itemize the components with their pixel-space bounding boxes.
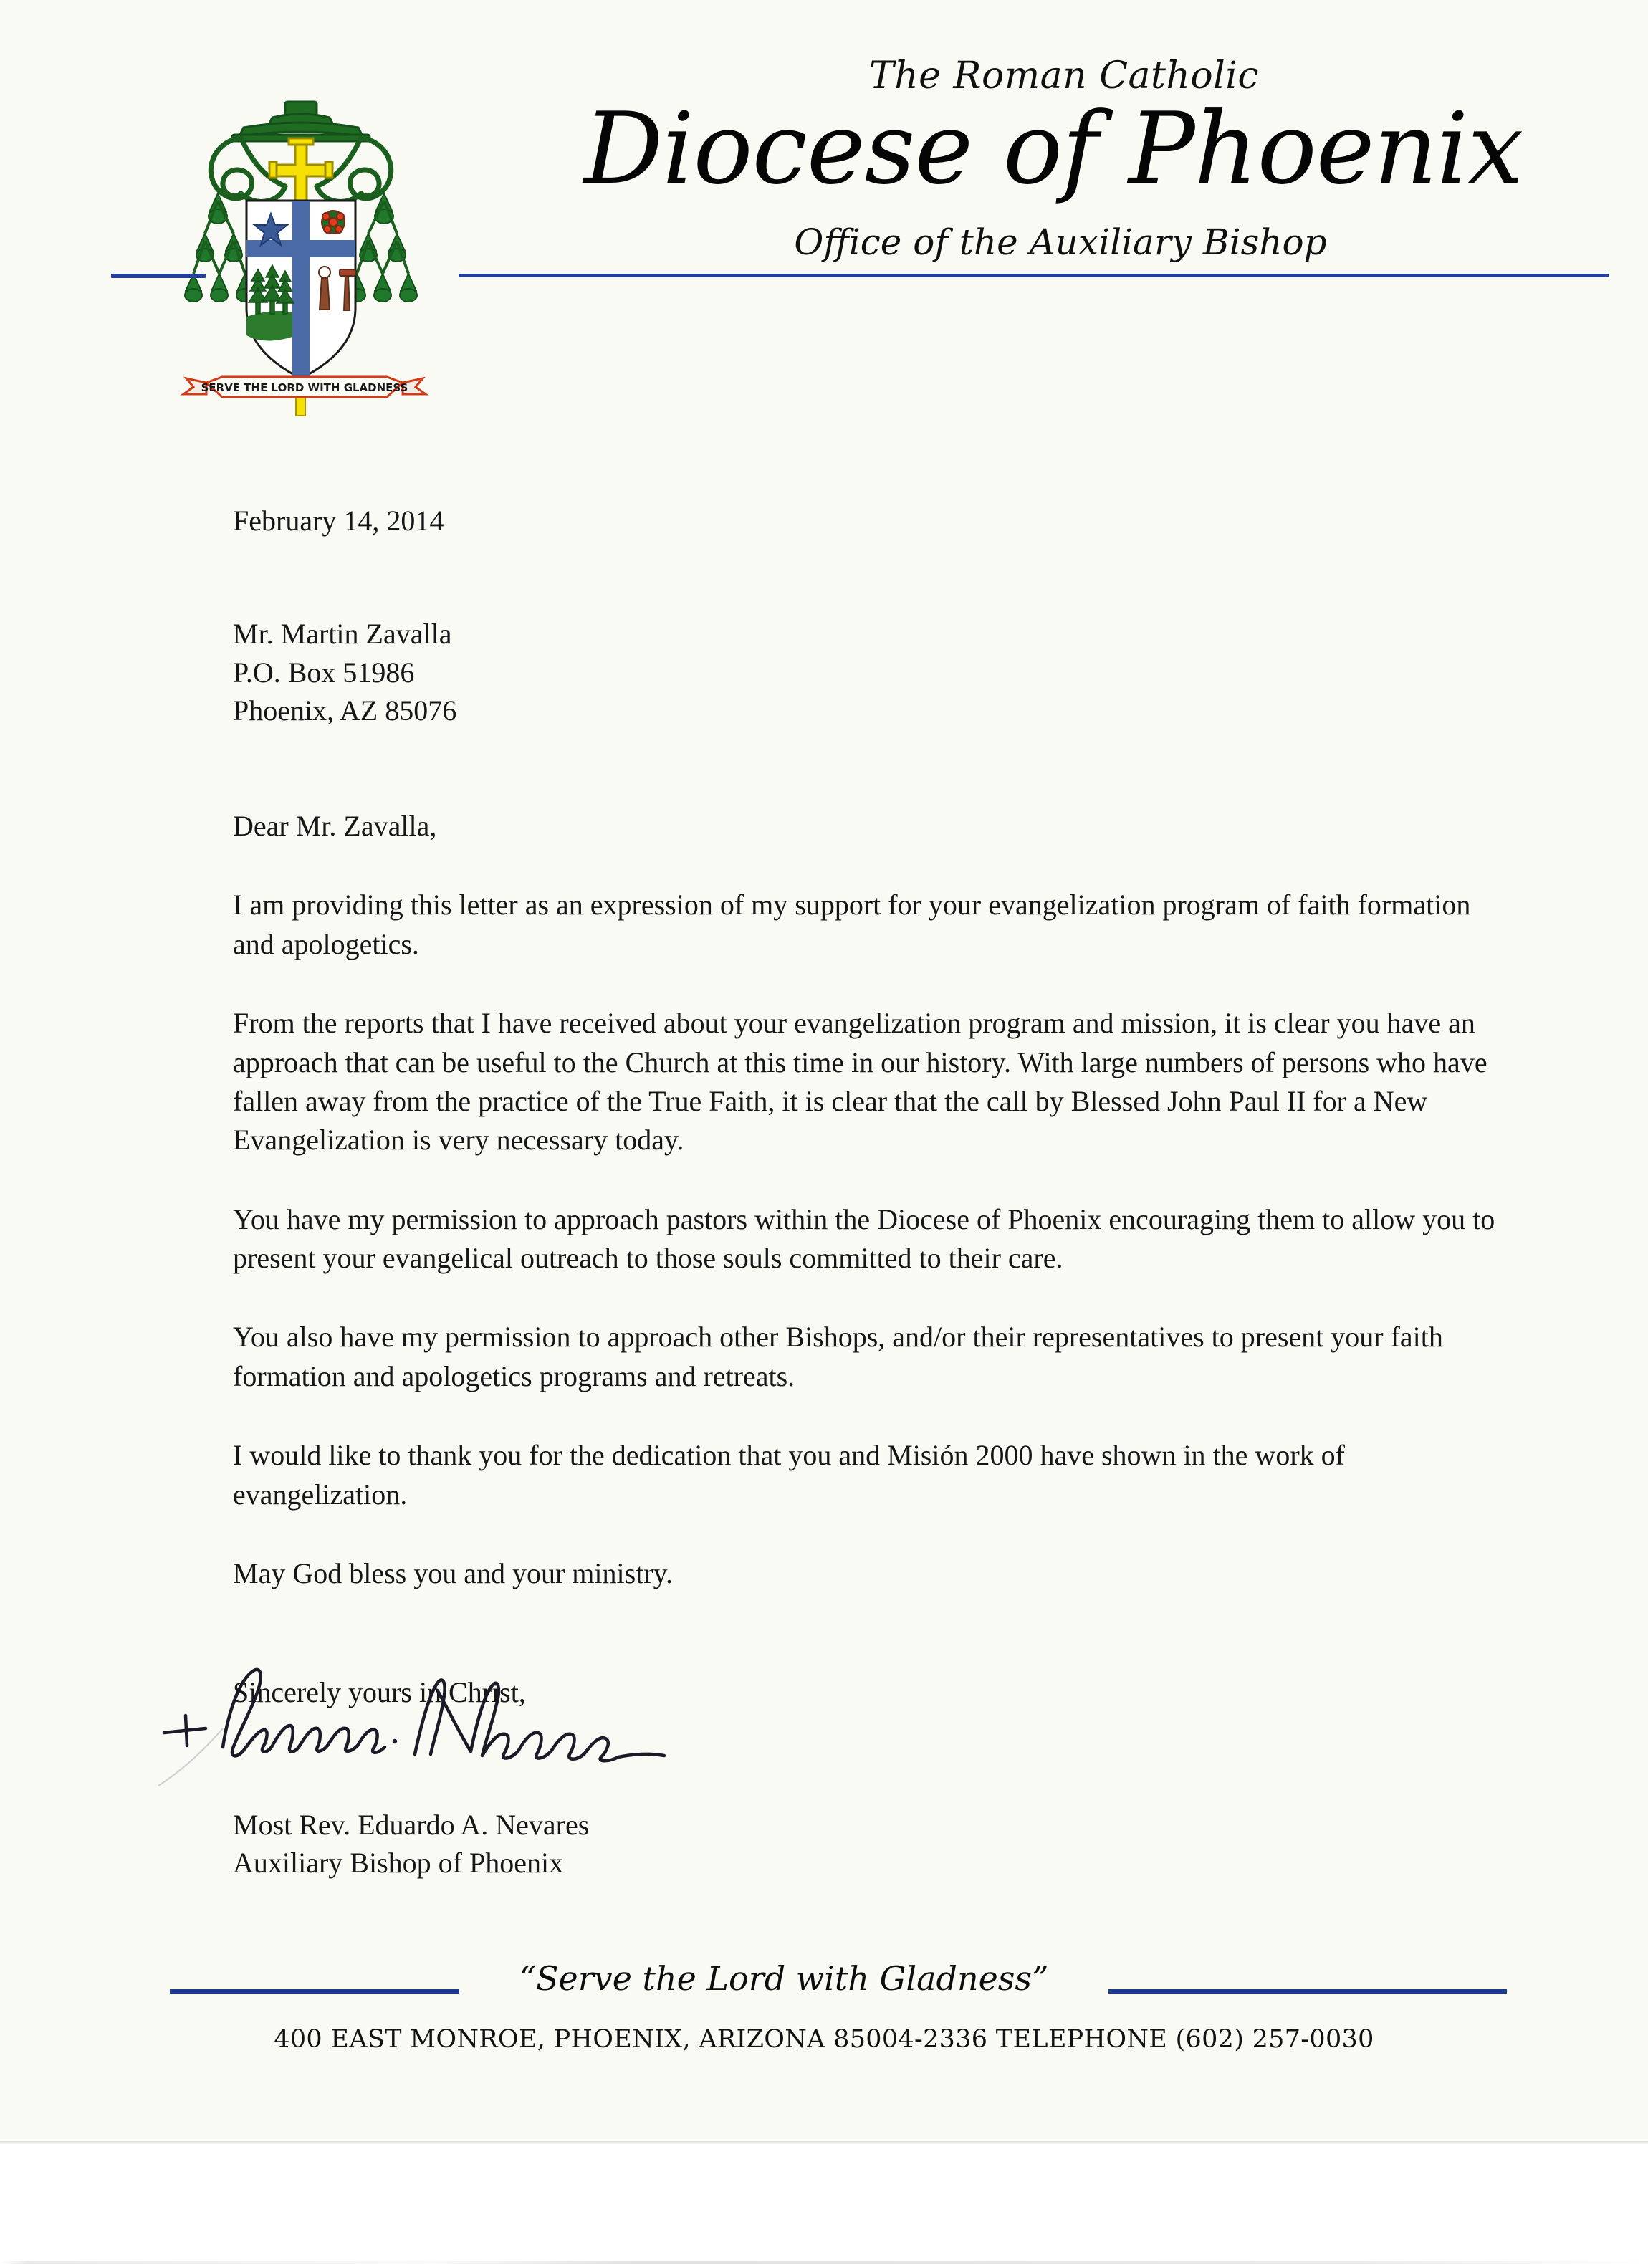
background-area xyxy=(0,2144,1648,2268)
signer-title: Auxiliary Bishop of Phoenix xyxy=(233,1847,564,1880)
signer-name: Most Rev. Eduardo A. Nevares xyxy=(233,1809,590,1841)
letter-salutation: Dear Mr. Zavalla, xyxy=(233,809,437,842)
letter-paragraph: You also have my permission to approach other Bishops, and/or their representatives to present your faith formation and apologetics programs and retreats. xyxy=(233,1321,1443,1392)
signer-block xyxy=(233,1806,589,1882)
letterhead-eyebrow: The Roman Catholic xyxy=(868,54,1260,97)
letter-paragraph: From the reports that I have received about your evangelization program and mission, it is clear you have an approach that can be useful to the Church at this time in our history. With large numbers of persons who have fallen away from the practice of the True Faith, it is clear that the call by Blessed John Paul II for a New Evangelization is very necessary today. xyxy=(233,1007,1487,1157)
footer-motto: “Serve the Lord with Gladness” xyxy=(519,1959,1049,1998)
header-rule-right xyxy=(459,274,1609,277)
letterhead-title: Diocese of Phoenix xyxy=(583,91,1523,206)
recipient-address-block xyxy=(233,615,1500,729)
footer-rule-left xyxy=(170,1989,459,1994)
letter-body xyxy=(233,502,1500,1713)
background-scan-edge xyxy=(0,2261,1648,2264)
letter-closing: Sincerely yours in Christ, xyxy=(233,1676,526,1709)
crest-motto-banner-text: SERVE THE LORD WITH GLADNESS xyxy=(201,381,408,394)
recipient-name: Mr. Martin Zavalla xyxy=(233,618,452,651)
recipient-address-line-2: Phoenix, AZ 85076 xyxy=(233,694,457,727)
letterhead xyxy=(0,0,1648,459)
header-rule-left xyxy=(111,274,206,278)
footer-address: 400 EAST MONROE, PHOENIX, ARIZONA 85004-2336 TELEPHONE (602) 257-0030 xyxy=(274,2025,1374,2054)
letter-paragraph: May God bless you and your ministry. xyxy=(233,1557,674,1590)
footer-rule-right xyxy=(1108,1989,1507,1994)
recipient-address-line-1: P.O. Box 51986 xyxy=(233,656,415,689)
diocese-coat-of-arms-icon xyxy=(172,93,430,430)
letterhead-text-block xyxy=(530,54,1576,263)
handwritten-signature xyxy=(154,1655,799,1788)
letter-paragraph: I would like to thank you for the dedication that you and Misión 2000 have shown in the work of evangelization. xyxy=(233,1439,1345,1511)
letter-paragraph: You have my permission to approach pastors within the Diocese of Phoenix encouraging them to allow you to present your evangelical outreach to those souls committed to their care. xyxy=(233,1202,1495,1275)
letter-date: February 14, 2014 xyxy=(233,504,444,537)
letterhead-office-line: Office of the Auxiliary Bishop xyxy=(794,221,1327,263)
letter-paragraph: I am providing this letter as an expression of my support for your evangelization program of faith formation and apologetics. xyxy=(233,889,1471,960)
